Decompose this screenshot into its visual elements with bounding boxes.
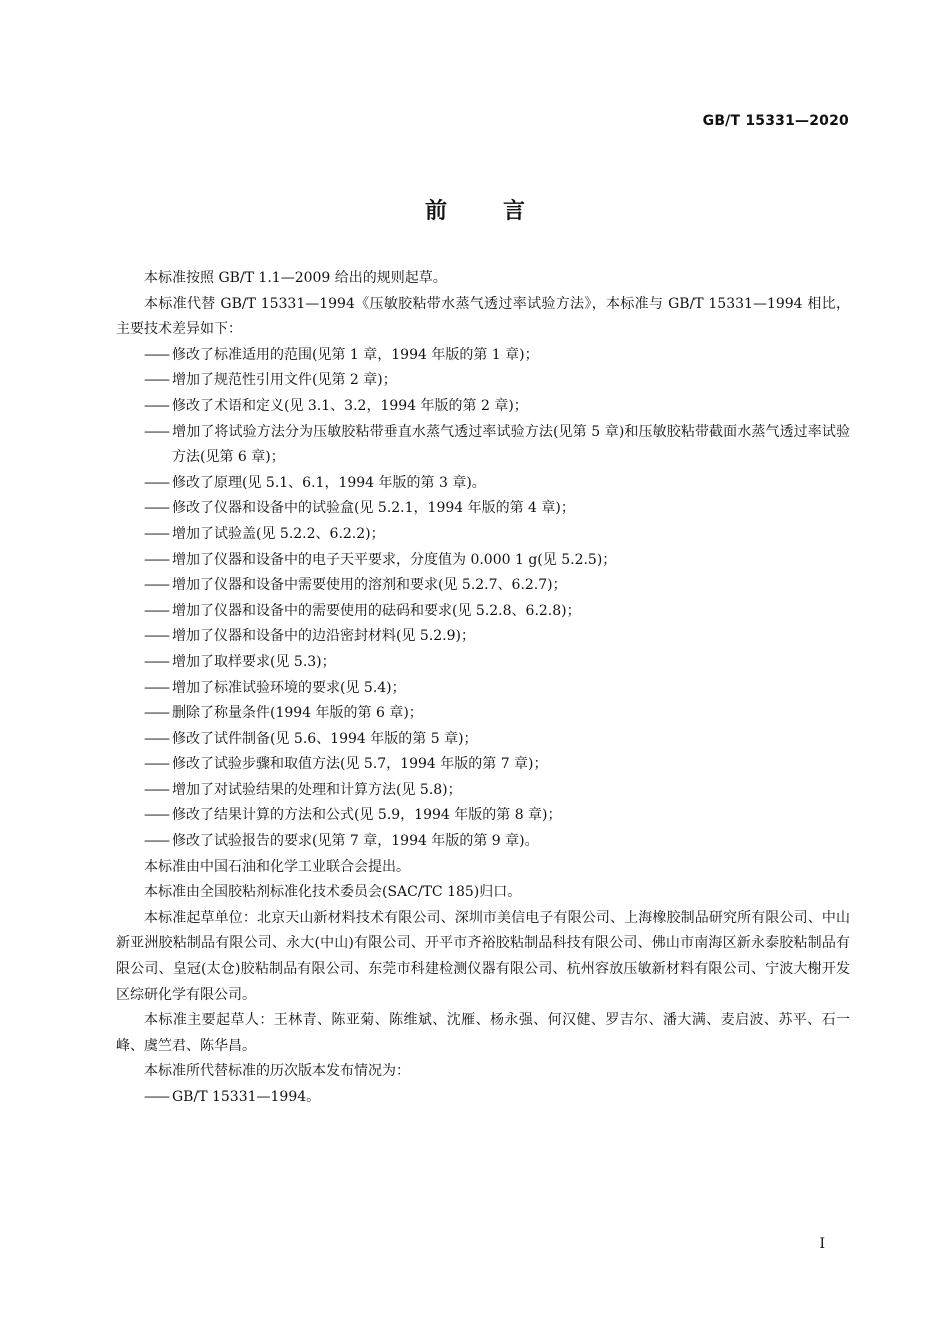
paragraph-drafters: 本标准主要起草人：王林青、陈亚菊、陈维斌、沈雁、杨永强、何汉健、罗吉尔、潘大满、麦启波、苏平、石一峰、虞竺君、陈华昌。 [116, 1012, 850, 1054]
paragraph-replacement: 本标准代替 GB/T 15331—1994《压敏胶粘带水蒸气透过率试验方法》，本标准与 GB/T 15331—1994 相比，主要技术差异如下： [116, 295, 850, 338]
list-item-text: 增加了对试验结果的处理和计算方法(见 5.8)； [172, 781, 462, 798]
list-item-text: 修改了术语和定义(见 3.1、3.2，1994 年版的第 2 章)； [172, 397, 528, 414]
dash-marker: —— [144, 705, 168, 722]
dash-marker: —— [144, 679, 168, 696]
list-item [116, 548, 850, 574]
page-title: 前言 [424, 199, 581, 224]
dash-marker: —— [144, 372, 168, 389]
dash-marker: —— [144, 807, 168, 824]
dash-marker: —— [144, 397, 168, 414]
dash-marker: —— [144, 551, 168, 568]
dash-marker: —— [144, 781, 168, 798]
list-item-text: 修改了试验报告的要求(见第 7 章，1994 年版的第 9 章)。 [172, 833, 539, 850]
list-item-text: 修改了结果计算的方法和公式(见 5.9，1994 年版的第 8 章)； [172, 807, 562, 824]
paragraph-drafting-units: 本标准起草单位：北京天山新材料技术有限公司、深圳市美信电子有限公司、上海橡胶制品研究所有限公司、中山新亚洲胶粘制品有限公司、永大(中山)有限公司、开平市齐裕胶粘制品科技有限公司、佛山市南海区新永泰胶粘制品有限公司、皇冠(太仓)胶粘制品有限公司、东莞市科建检测仪器有限公司、杭州容放压敏新材料有限公司、宁波大榭开发区综研化学有限公司。 [116, 909, 850, 1003]
dash-marker: —— [144, 577, 168, 594]
list-item [116, 420, 850, 471]
paragraph-proposer: 本标准由中国石油和化学工业联合会提出。 [144, 858, 410, 875]
list-item [116, 343, 850, 369]
list-item-text: 增加了取样要求(见 5.3)； [172, 653, 336, 670]
dash-marker: —— [144, 628, 168, 645]
list-item [116, 624, 850, 650]
list-item-text: 增加了规范性引用文件(见第 2 章)； [172, 372, 397, 389]
list-item-text: 修改了试验步骤和取值方法(见 5.7，1994 年版的第 7 章)； [172, 756, 548, 773]
list-item [116, 650, 850, 676]
list-item [116, 522, 850, 548]
dash-marker: —— [144, 346, 168, 363]
list-item [116, 752, 850, 778]
list-item-text: 增加了将试验方法分为压敏胶粘带垂直水蒸气透过率试验方法(见第 5 章)和压敏胶粘带截面水蒸气透过率试验方法(见第 6 章)； [172, 423, 850, 466]
list-item [116, 727, 850, 753]
dash-marker: —— [144, 730, 168, 747]
changes-list [116, 343, 850, 855]
list-item-text: 修改了原理(见 5.1、6.1，1994 年版的第 3 章)。 [172, 474, 486, 491]
list-item [116, 803, 850, 829]
dash-marker: —— [144, 500, 168, 517]
list-item-text: 修改了试件制备(见 5.6、1994 年版的第 5 章)； [172, 730, 478, 747]
list-item [116, 394, 850, 420]
list-item [116, 1085, 850, 1111]
list-item-text: 增加了仪器和设备中需要使用的溶剂和要求(见 5.2.7、6.2.7)； [172, 577, 567, 594]
dash-marker: —— [144, 423, 168, 440]
dash-marker: —— [144, 756, 168, 773]
dash-marker: —— [144, 833, 168, 850]
list-item-text: 修改了仪器和设备中的试验盒(见 5.2.1，1994 年版的第 4 章)； [172, 500, 575, 517]
list-item-text: 增加了仪器和设备中的电子天平要求，分度值为 0.000 1 g(见 5.2.5)； [172, 551, 617, 568]
list-item-text: 修改了标准适用的范围(见第 1 章，1994 年版的第 1 章)； [172, 346, 539, 363]
paragraph-committee: 本标准由全国胶粘剂标准化技术委员会(SAC/TC 185)归口。 [144, 884, 522, 901]
list-item [116, 676, 850, 702]
list-item [116, 701, 850, 727]
list-item [116, 496, 850, 522]
list-item-text: 增加了标准试验环境的要求(见 5.4)； [172, 679, 406, 696]
list-item [116, 829, 850, 855]
dash-marker: —— [144, 653, 168, 670]
dash-marker: —— [144, 1089, 168, 1105]
paragraph-drafting-rules: 本标准按照 GB/T 1.1—2009 给出的规则起草。 [144, 270, 447, 286]
paragraph-history-intro: 本标准所代替标准的历次版本发布情况为： [144, 1063, 410, 1080]
dash-marker: —— [144, 602, 168, 619]
list-item [116, 599, 850, 625]
standard-code: GB/T 15331—2020 [702, 113, 849, 129]
list-item [116, 368, 850, 394]
list-item-text: 增加了仪器和设备中的需要使用的砝码和要求(见 5.2.8、6.2.8)； [172, 602, 581, 619]
page-number: I [819, 1236, 825, 1252]
list-item-text: 删除了称量条件(1994 年版的第 6 章)； [172, 705, 423, 722]
dash-marker: —— [144, 525, 168, 542]
list-item [116, 573, 850, 599]
list-item [116, 778, 850, 804]
history-list [116, 1085, 850, 1111]
list-item-text: GB/T 15331—1994。 [172, 1089, 321, 1105]
list-item [116, 471, 850, 497]
foreword-body [116, 266, 850, 1111]
list-item-text: 增加了试验盖(见 5.2.2、6.2.2)； [172, 525, 385, 542]
list-item-text: 增加了仪器和设备中的边沿密封材料(见 5.2.9)； [172, 628, 475, 645]
dash-marker: —— [144, 474, 168, 491]
